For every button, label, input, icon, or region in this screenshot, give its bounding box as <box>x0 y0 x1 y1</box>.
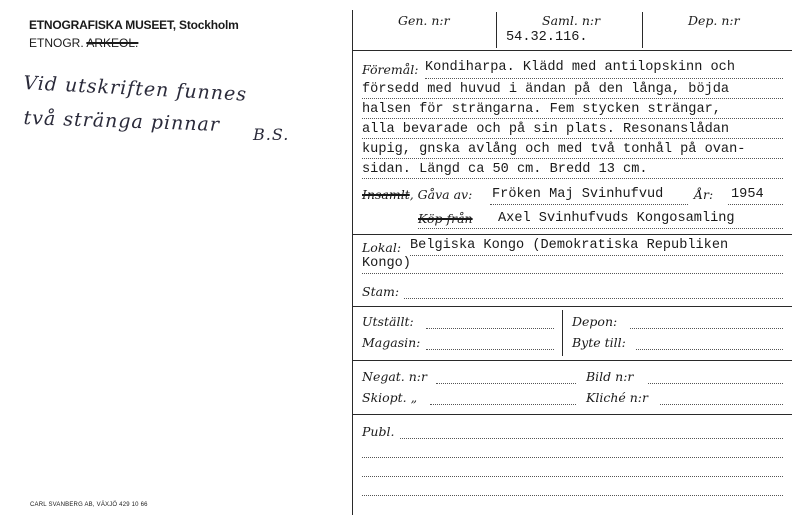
kop-value: Axel Svinhufvuds Kongosamling <box>498 211 735 226</box>
saml-value: 54.32.116. <box>506 30 588 45</box>
bild-label: Bild n:r <box>586 369 634 384</box>
department-struck: ARKEOL. <box>86 36 139 50</box>
utstallt-label: Utställt: <box>362 314 414 329</box>
foremal-label: Föremål: <box>362 62 419 77</box>
kliche-label: Kliché n:r <box>586 390 648 405</box>
header-divider-1 <box>496 12 497 48</box>
dotted-line <box>418 228 783 229</box>
gava-label <box>362 187 472 202</box>
dotted-line <box>362 273 783 274</box>
depon-label: Depon: <box>572 314 618 329</box>
dotted-line <box>430 404 576 405</box>
foremal-line-1: Kondiharpa. Klädd med antilopskinn och <box>425 60 735 75</box>
magasin-label: Magasin: <box>362 335 421 350</box>
gava-label-text: , Gåva av: <box>409 187 473 202</box>
handwritten-note-line2: två stränga pinnar <box>23 107 221 136</box>
dotted-line <box>362 476 783 477</box>
dotted-line <box>362 138 783 139</box>
foremal-line-2: försedd med huvud i ändan på den långa, böjda <box>362 82 730 97</box>
dotted-line <box>400 438 783 439</box>
dotted-line <box>630 328 783 329</box>
dotted-line <box>362 457 783 458</box>
dotted-line <box>648 383 783 384</box>
rule-after-bild <box>352 414 792 415</box>
foremal-line-3: halsen för strängarna. Fem stycken strängar, <box>362 102 721 117</box>
dotted-line <box>636 349 783 350</box>
insamlt-struck: Insamlt <box>362 187 410 202</box>
dotted-line <box>436 383 576 384</box>
printer-mark: CARL SVANBERG AB, VÄXJÖ 429 10 66 <box>30 502 148 508</box>
dotted-line <box>362 178 783 179</box>
dotted-line <box>660 404 783 405</box>
dotted-line <box>425 78 783 79</box>
ar-label: År: <box>694 187 714 202</box>
lokal-line-2: Kongo) <box>362 256 411 271</box>
ar-value: 1954 <box>731 187 764 202</box>
dotted-line <box>728 204 783 205</box>
publ-label: Publ. <box>362 424 395 439</box>
department-prefix: ETNOGR. <box>29 36 84 50</box>
dotted-line <box>362 495 783 496</box>
department-line <box>29 36 138 50</box>
handwritten-initials: B.S. <box>253 125 290 144</box>
museum-name: ETNOGRAFISKA MUSEET, Stockholm <box>29 18 239 32</box>
lokal-line-1: Belgiska Kongo (Demokratiska Republiken <box>410 238 729 253</box>
dotted-line <box>490 204 688 205</box>
negat-label: Negat. n:r <box>362 369 427 384</box>
dep-label: Dep. n:r <box>688 13 740 28</box>
dotted-line <box>426 349 554 350</box>
handwritten-note-line1: Vid utskriften funnes <box>22 72 248 106</box>
dotted-line <box>404 298 783 299</box>
stam-label: Stam: <box>362 284 400 299</box>
rule-after-stam <box>352 306 792 307</box>
saml-label: Saml. n:r <box>542 13 601 28</box>
skiopt-label: Skiopt. „ <box>362 390 418 405</box>
dotted-line <box>362 98 783 99</box>
byte-label: Byte till: <box>572 335 626 350</box>
gava-value: Fröken Maj Svinhufvud <box>492 187 664 202</box>
rule-after-magasin <box>352 360 792 361</box>
header-bottom-rule <box>352 50 792 51</box>
foremal-line-5: kupig, gnska avlång och med två tonhål på ovan- <box>362 142 746 157</box>
kop-struck: Köp från <box>418 211 473 226</box>
foremal-line-6: sidan. Längd ca 50 cm. Bredd 13 cm. <box>362 162 648 177</box>
utstallt-divider <box>562 310 563 356</box>
rule-after-foremal <box>352 234 792 235</box>
dotted-line <box>362 118 783 119</box>
dotted-line <box>426 328 554 329</box>
lokal-label: Lokal: <box>362 240 402 255</box>
dotted-line <box>362 158 783 159</box>
card-left-border <box>352 10 353 515</box>
header-divider-2 <box>642 12 643 48</box>
gen-label: Gen. n:r <box>398 13 450 28</box>
dotted-line <box>410 255 783 256</box>
foremal-line-4: alla bevarade och på sin plats. Resonanslådan <box>362 122 730 137</box>
